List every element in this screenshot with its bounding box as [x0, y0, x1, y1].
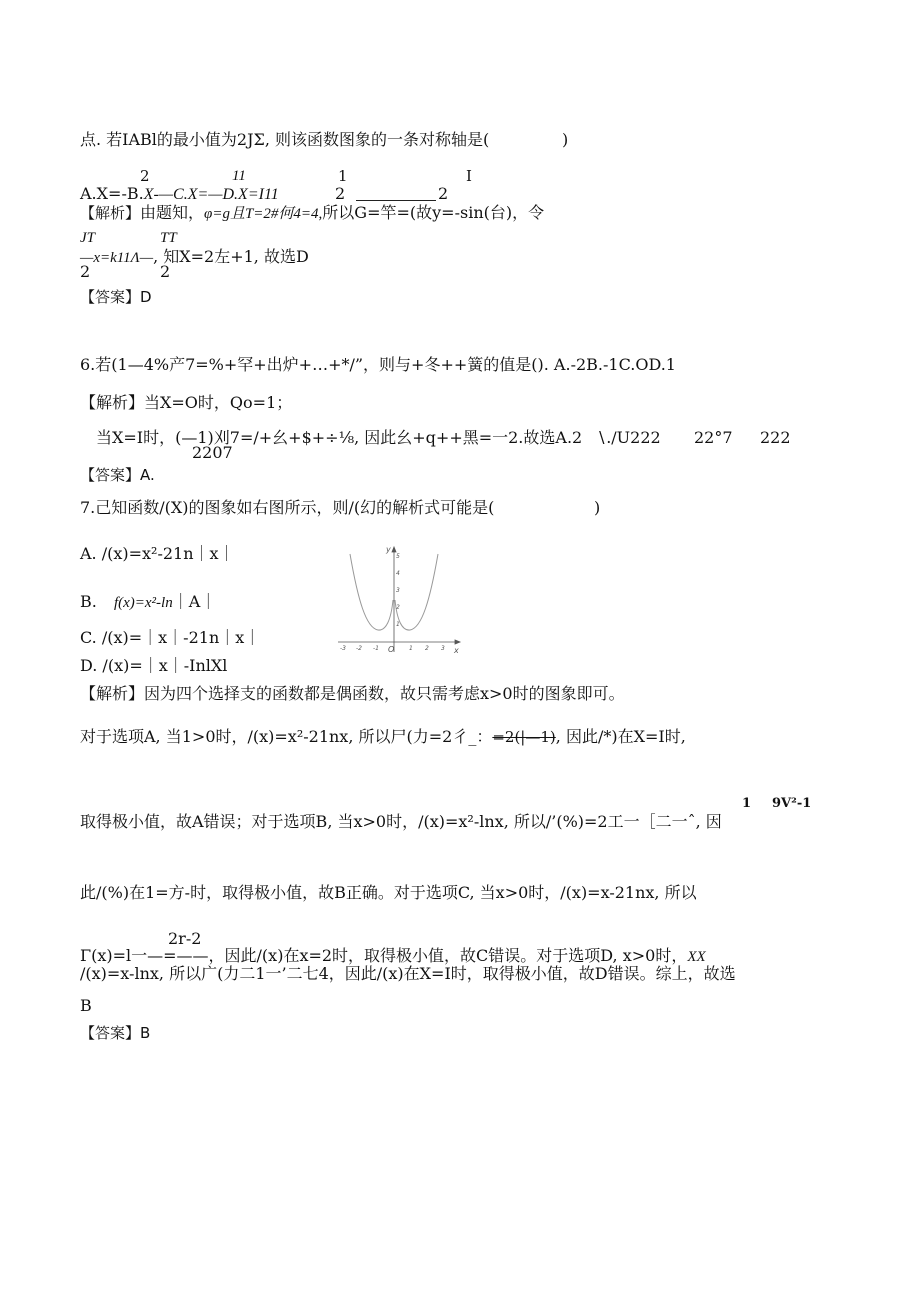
q7-stem-close: ) — [594, 498, 601, 517]
q6-line2-a: 当X=I时，(—1) — [96, 428, 214, 447]
x-tick-label: 2 — [425, 645, 429, 652]
x-tick-label: O — [388, 645, 395, 654]
q5-frac-top-2: 11 — [232, 168, 246, 184]
q7-analysis-2 — [80, 727, 686, 747]
q5-eq-line — [80, 247, 309, 268]
x-axis-label: x — [454, 646, 459, 655]
q6-analysis: 【解析】当X=O时，Qo=1； — [80, 393, 293, 412]
q5-frac-top-4: I — [466, 167, 472, 185]
q7-option-d: D. /(x)=｜x｜-InlXl — [80, 656, 228, 675]
function-graph — [336, 540, 466, 658]
q5-eq-b: , 知X=2左+1, 故选D — [153, 247, 309, 266]
y-tick-label: 2 — [396, 604, 400, 611]
q5-analysis-c: 所以G=竿=(故y=-sin(台)，令 — [322, 203, 545, 222]
q5-eq-a: —x=k11Λ— — [80, 250, 154, 266]
q7-analysis-3: 取得极小值，故A错误；对于选项B, 当x>0时，/(x)=x²-lnx, 所以/’(%)=2工一［二一ˆ, 因 — [80, 812, 722, 831]
x-tick-label: 3 — [441, 645, 445, 652]
q5-options-tail-2b: 2 — [438, 184, 449, 203]
y-tick-label: 1 — [396, 621, 400, 628]
q7-analysis-1: 【解析】因为四个选择支的函数都是偶函数，故只需考虑x>0时的图象即可。 — [80, 684, 625, 703]
q5-frac2-top-1: JT — [80, 230, 95, 246]
q5-analysis-a: 由题知， — [140, 203, 205, 222]
q7-analysis-7: B — [80, 996, 92, 1015]
q7-analysis-5-a: Γ(x)=l一—=——，因此/(x)在x=2时，取得极小值，故C错误。对于选项D, x>0时， — [80, 946, 688, 965]
y-tick-label: 4 — [396, 570, 400, 577]
q7-analysis-2-b: =2(|—1) — [492, 728, 556, 746]
q7-stem: 7.己知函数/(X)的图象如右图所示，则/(幻的解析式可能是( — [80, 498, 495, 517]
q6-stem: 6.若(1—4%产7=%+罕+出炉+…+*/”，则与+冬++簧的值是(). A.-2B.-1C.OD.1 — [80, 355, 676, 374]
q6-subscript: 2207 — [192, 443, 233, 462]
q5-stem-close-paren: ) — [562, 130, 569, 149]
curve-right — [395, 554, 438, 630]
x-tick-labels — [340, 645, 459, 655]
q5-frac2-bottom-2: 2 — [160, 262, 171, 281]
q7-analysis-2-a: 对于选项A, 当1>0时，/(x)=x²-21nx, 所以尸(力=2彳_： — [80, 727, 493, 746]
q7-analysis-6: /(x)=x-lnx, 所以广(力二1一’二七4，因此/(x)在X=I时，取得极小值，故D错误。综上，故选 — [80, 964, 736, 983]
q7-float-1: 1 — [742, 796, 752, 811]
q7-option-b-label: B. — [80, 592, 97, 611]
q5-options-b: X-—C.X=—D.X=I — [143, 186, 264, 203]
x-tick-label: -2 — [356, 645, 362, 652]
q6-answer: 【答案】A. — [80, 466, 155, 484]
q5-options-tail-2a: 2 — [335, 184, 346, 203]
q5-options-underline — [356, 200, 436, 201]
q5-options-11: 11 — [263, 186, 279, 203]
q5-frac-top-1: 2 — [140, 167, 150, 185]
q5-analysis-b: φ=g且T=2#何4=4, — [204, 206, 323, 222]
q5-frac2-bottom-1: 2 — [80, 262, 91, 281]
x-axis — [338, 640, 460, 644]
q7-option-b — [80, 592, 216, 613]
q5-answer: 【答案】D — [80, 288, 152, 306]
q6-line2 — [96, 428, 582, 448]
q5-stem-line: 点. 若IABl的最小值为2JΣ, 则该函数图象的一条对称轴是( — [80, 130, 490, 149]
q7-analysis-4: 此/(%)在1=方-时，取得极小值，故B正确。对于选项C, 当x>0时，/(x)=x-21nx, 所以 — [80, 883, 697, 902]
q6-line2-e: 222 — [760, 428, 791, 447]
x-tick-label: -1 — [373, 645, 379, 652]
q7-frac-top: 2r-2 — [168, 929, 202, 948]
y-tick-label: 3 — [396, 587, 400, 594]
q5-options — [80, 184, 279, 205]
q5-frac2-top-2: TT — [160, 230, 177, 246]
q7-option-c: C. /(x)=｜x｜-21n｜x｜ — [80, 628, 261, 647]
q7-answer: 【答案】B — [80, 1024, 151, 1042]
y-tick-label: 5 — [396, 553, 400, 560]
q7-float-9v: 9V²-1 — [772, 796, 812, 811]
x-tick-label: 1 — [409, 645, 413, 652]
q7-option-a: A. /(x)=x²-21n｜x｜ — [80, 544, 235, 563]
q7-analysis-2-c: , 因此/*)在X=I时, — [555, 727, 686, 746]
x-tick-label: -3 — [340, 645, 346, 652]
q6-line2-d: 22°7 — [694, 428, 733, 447]
q5-frac-top-3: 1 — [338, 167, 348, 185]
q5-analysis — [80, 203, 544, 224]
q6-line2-b: 刈7=/+幺+$+÷⅛, 因此幺+q++黑=一2.故选A.2 — [213, 428, 583, 447]
q7-option-b-tail: ｜A｜ — [172, 592, 217, 611]
q6-line2-c: ∖./U222 — [596, 428, 661, 447]
y-axis-label: y — [386, 545, 391, 554]
q7-option-b-italic: f(x)=x²-ln — [113, 595, 173, 611]
q5-options-a: A.X=-B. — [80, 184, 144, 203]
curve-left — [350, 554, 393, 630]
analysis-label: 【解析】 — [80, 204, 141, 222]
q7-analysis-5-b: XX — [687, 949, 706, 965]
y-axis — [392, 547, 396, 652]
